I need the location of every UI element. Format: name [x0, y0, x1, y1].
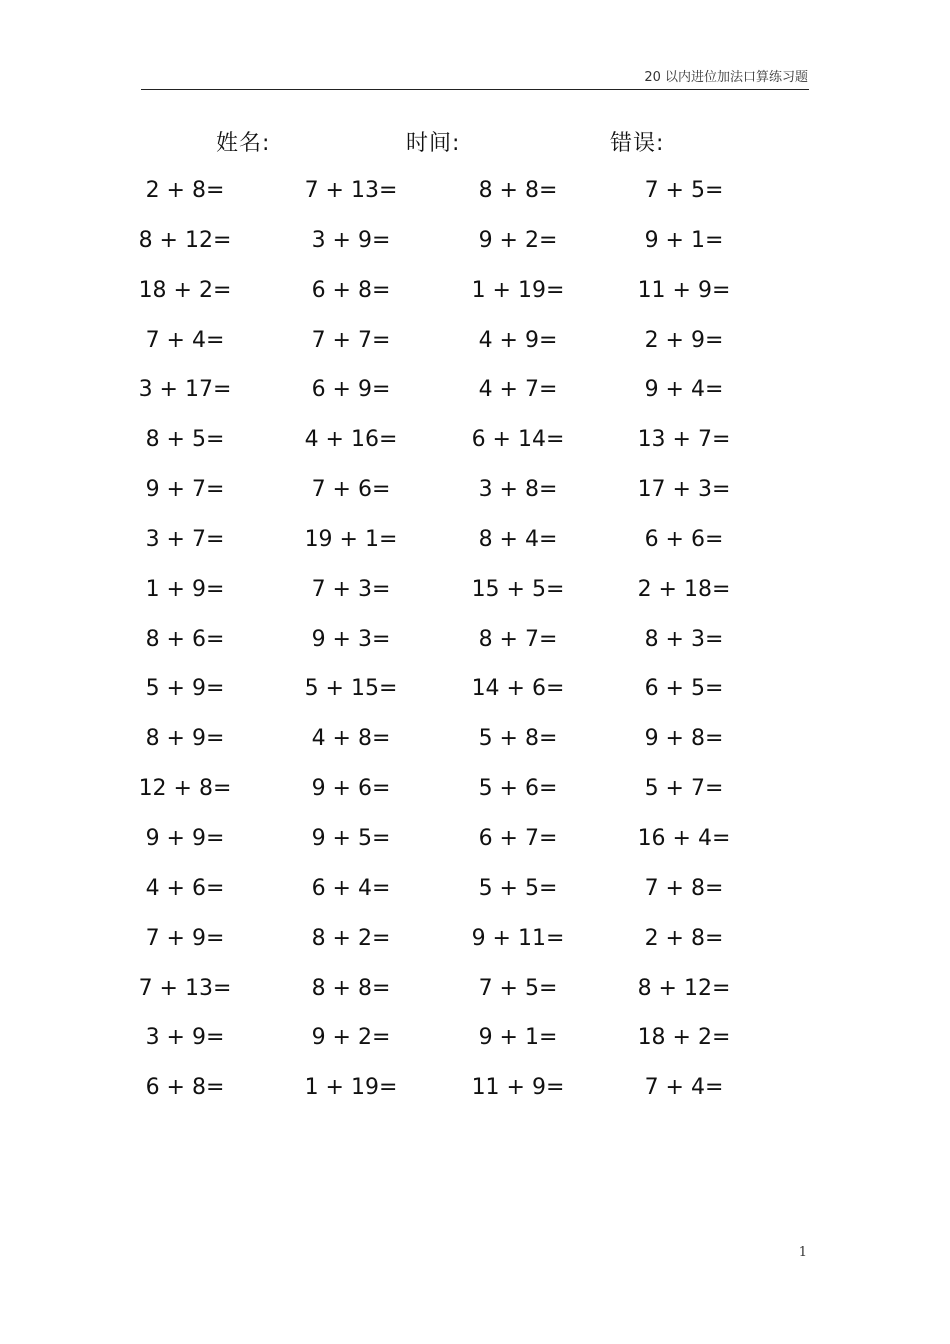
problem-row — [0, 1017, 950, 1067]
problem-item: 3 + 9= — [311, 227, 391, 253]
problem-item: 16 + 4= — [637, 825, 731, 851]
problem-item: 1 + 19= — [471, 277, 565, 303]
problem-row — [0, 1067, 950, 1117]
problem-row — [0, 918, 950, 968]
problem-item: 4 + 7= — [478, 377, 558, 403]
problem-item: 8 + 8= — [311, 975, 391, 1001]
problem-item: 7 + 6= — [311, 477, 391, 503]
problem-item: 8 + 3= — [644, 626, 724, 652]
problem-item: 18 + 2= — [138, 277, 232, 303]
problem-item: 9 + 1= — [478, 1025, 558, 1051]
problem-item: 5 + 15= — [304, 676, 398, 702]
problem-item: 5 + 8= — [478, 726, 558, 752]
problem-item: 6 + 14= — [471, 427, 565, 453]
problem-item: 19 + 1= — [304, 526, 398, 552]
problem-item: 3 + 9= — [145, 1025, 225, 1051]
problem-item: 12 + 8= — [138, 776, 232, 802]
problem-item: 7 + 4= — [644, 1075, 724, 1101]
info-row — [0, 126, 950, 160]
problem-item: 9 + 3= — [311, 626, 391, 652]
problem-row — [0, 818, 950, 868]
problem-item: 9 + 4= — [644, 377, 724, 403]
problem-item: 11 + 9= — [637, 277, 731, 303]
problem-item: 13 + 7= — [637, 427, 731, 453]
problem-item: 7 + 5= — [644, 178, 724, 203]
name-label: 姓名: — [216, 131, 271, 156]
problem-item: 6 + 7= — [478, 825, 558, 851]
problem-item: 2 + 8= — [644, 925, 724, 951]
problem-row — [0, 469, 950, 519]
problem-item: 18 + 2= — [637, 1025, 731, 1051]
problem-row — [0, 619, 950, 669]
problem-row — [0, 569, 950, 619]
problem-item: 3 + 7= — [145, 526, 225, 552]
problem-item: 7 + 4= — [145, 327, 225, 353]
problem-item: 8 + 7= — [478, 626, 558, 652]
problem-row — [0, 170, 950, 220]
problem-item: 1 + 19= — [304, 1075, 398, 1101]
problem-item: 15 + 5= — [471, 576, 565, 602]
problem-item: 2 + 8= — [145, 178, 225, 203]
problem-item: 8 + 4= — [478, 526, 558, 552]
page-header-title: 20 以内进位加法口算练习题 — [644, 70, 808, 85]
problem-item: 9 + 8= — [644, 726, 724, 752]
problem-item: 4 + 6= — [145, 875, 225, 901]
problem-item: 7 + 7= — [311, 327, 391, 353]
problem-item: 6 + 8= — [311, 277, 391, 303]
problem-item: 6 + 9= — [311, 377, 391, 403]
problem-item: 7 + 8= — [644, 875, 724, 901]
problem-item: 14 + 6= — [471, 676, 565, 702]
problem-item: 1 + 9= — [145, 576, 225, 602]
problem-item: 7 + 5= — [478, 975, 558, 1001]
problem-item: 5 + 6= — [478, 776, 558, 802]
problem-row — [0, 968, 950, 1018]
problem-item: 7 + 3= — [311, 576, 391, 602]
problem-item: 9 + 11= — [471, 925, 565, 951]
problem-item: 8 + 2= — [311, 925, 391, 951]
problem-row — [0, 868, 950, 918]
problem-item: 9 + 2= — [311, 1025, 391, 1051]
problem-item: 7 + 13= — [138, 975, 232, 1001]
problem-item: 8 + 12= — [138, 227, 232, 253]
problem-row — [0, 320, 950, 370]
time-label: 时间: — [406, 131, 461, 156]
problem-item: 9 + 9= — [145, 825, 225, 851]
problem-item: 6 + 5= — [644, 676, 724, 702]
problem-row — [0, 220, 950, 270]
problem-row — [0, 419, 950, 469]
problem-item: 17 + 3= — [637, 477, 731, 503]
problem-item: 9 + 5= — [311, 825, 391, 851]
problem-item: 8 + 9= — [145, 726, 225, 752]
problem-row — [0, 519, 950, 569]
problem-item: 9 + 6= — [311, 776, 391, 802]
problem-item: 11 + 9= — [471, 1075, 565, 1101]
problem-row — [0, 668, 950, 718]
header-divider — [141, 89, 809, 90]
errors-label: 错误: — [610, 131, 665, 156]
problem-item: 9 + 2= — [478, 227, 558, 253]
problem-item: 8 + 5= — [145, 427, 225, 453]
problem-item: 3 + 17= — [138, 377, 232, 403]
problem-item: 7 + 13= — [304, 178, 398, 203]
problem-grid — [0, 170, 950, 1117]
problem-item: 2 + 18= — [637, 576, 731, 602]
problem-row — [0, 270, 950, 320]
problem-item: 5 + 9= — [145, 676, 225, 702]
problem-item: 2 + 9= — [644, 327, 724, 353]
problem-item: 3 + 8= — [478, 477, 558, 503]
problem-row — [0, 369, 950, 419]
problem-item: 6 + 8= — [145, 1075, 225, 1101]
page-number: 1 — [798, 1245, 807, 1260]
problem-item: 7 + 9= — [145, 925, 225, 951]
problem-item: 6 + 6= — [644, 526, 724, 552]
problem-item: 5 + 7= — [644, 776, 724, 802]
problem-item: 5 + 5= — [478, 875, 558, 901]
problem-item: 8 + 8= — [478, 178, 558, 203]
problem-item: 4 + 16= — [304, 427, 398, 453]
problem-row — [0, 768, 950, 818]
problem-item: 9 + 7= — [145, 477, 225, 503]
problem-item: 6 + 4= — [311, 875, 391, 901]
problem-item: 4 + 8= — [311, 726, 391, 752]
problem-row — [0, 718, 950, 768]
problem-item: 4 + 9= — [478, 327, 558, 353]
problem-item: 8 + 12= — [637, 975, 731, 1001]
problem-item: 9 + 1= — [644, 227, 724, 253]
problem-item: 8 + 6= — [145, 626, 225, 652]
